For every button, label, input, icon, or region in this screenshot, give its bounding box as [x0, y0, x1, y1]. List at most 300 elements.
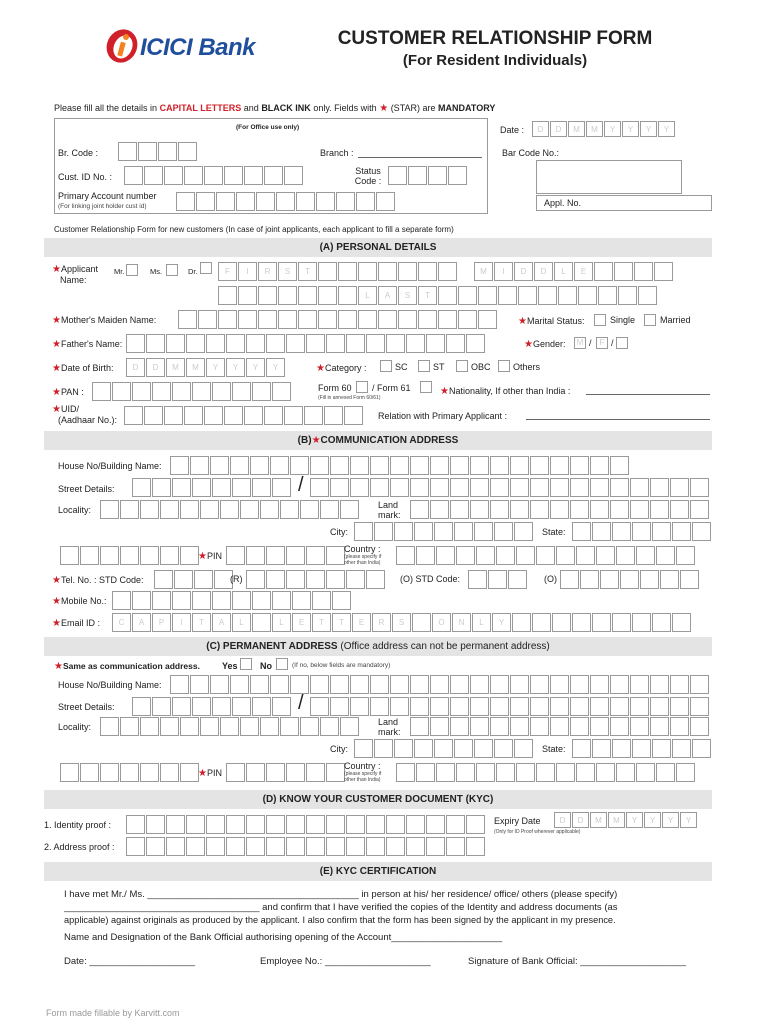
- char-box[interactable]: [186, 837, 205, 856]
- char-box[interactable]: [456, 763, 475, 782]
- char-box[interactable]: [406, 334, 425, 353]
- char-box[interactable]: [416, 763, 435, 782]
- char-box[interactable]: [510, 478, 529, 497]
- char-box[interactable]: [456, 546, 475, 565]
- char-box[interactable]: T: [312, 613, 331, 632]
- char-box[interactable]: [292, 591, 311, 610]
- char-box[interactable]: [468, 570, 487, 589]
- char-box[interactable]: [310, 675, 329, 694]
- char-box[interactable]: I: [494, 262, 513, 281]
- char-box[interactable]: [570, 500, 589, 519]
- char-box[interactable]: [450, 478, 469, 497]
- char-box[interactable]: [206, 334, 225, 353]
- char-box[interactable]: [660, 570, 679, 589]
- char-box[interactable]: [330, 675, 349, 694]
- char-box[interactable]: [212, 382, 231, 401]
- char-box[interactable]: [224, 166, 243, 185]
- char-box[interactable]: [330, 478, 349, 497]
- char-box[interactable]: [478, 286, 497, 305]
- char-box[interactable]: [650, 697, 669, 716]
- char-box[interactable]: [310, 697, 329, 716]
- char-box[interactable]: [640, 570, 659, 589]
- char-box[interactable]: P: [152, 613, 171, 632]
- char-box[interactable]: [410, 697, 429, 716]
- char-box[interactable]: Y: [644, 812, 661, 828]
- char-box[interactable]: [340, 717, 359, 736]
- char-box[interactable]: [650, 500, 669, 519]
- char-box[interactable]: [152, 382, 171, 401]
- char-box[interactable]: E: [292, 613, 311, 632]
- char-box[interactable]: [192, 478, 211, 497]
- char-box[interactable]: [610, 456, 629, 475]
- char-box[interactable]: [126, 815, 145, 834]
- char-box[interactable]: [514, 739, 533, 758]
- char-box[interactable]: [266, 815, 285, 834]
- char-box[interactable]: [378, 262, 397, 281]
- char-box[interactable]: [510, 500, 529, 519]
- char-box[interactable]: [100, 763, 119, 782]
- char-box[interactable]: [610, 717, 629, 736]
- char-box[interactable]: [630, 478, 649, 497]
- char-box[interactable]: [692, 522, 711, 541]
- char-box[interactable]: [286, 815, 305, 834]
- char-box[interactable]: [370, 478, 389, 497]
- char-box[interactable]: [354, 522, 373, 541]
- char-box[interactable]: [488, 570, 507, 589]
- char-box[interactable]: [224, 406, 243, 425]
- char-box[interactable]: [310, 456, 329, 475]
- char-box[interactable]: [320, 500, 339, 519]
- char-box[interactable]: [350, 478, 369, 497]
- char-box[interactable]: L: [272, 613, 291, 632]
- char-box[interactable]: [610, 500, 629, 519]
- date-box[interactable]: D: [532, 121, 549, 137]
- branch-field[interactable]: [358, 157, 482, 158]
- char-box[interactable]: [80, 546, 99, 565]
- char-box[interactable]: [210, 456, 229, 475]
- char-box[interactable]: [250, 675, 269, 694]
- gender-f-box[interactable]: F: [596, 337, 608, 349]
- char-box[interactable]: [126, 837, 145, 856]
- char-box[interactable]: [196, 192, 215, 211]
- char-box[interactable]: [618, 286, 637, 305]
- char-box[interactable]: [120, 763, 139, 782]
- char-box[interactable]: [470, 456, 489, 475]
- date-box[interactable]: Y: [604, 121, 621, 137]
- char-box[interactable]: [590, 675, 609, 694]
- char-box[interactable]: [476, 546, 495, 565]
- char-box[interactable]: [278, 286, 297, 305]
- char-box[interactable]: [578, 286, 597, 305]
- char-box[interactable]: [430, 456, 449, 475]
- char-box[interactable]: [300, 500, 319, 519]
- char-box[interactable]: [278, 310, 297, 329]
- char-box[interactable]: [338, 262, 357, 281]
- char-box[interactable]: [256, 192, 275, 211]
- char-box[interactable]: [634, 262, 653, 281]
- char-box[interactable]: [344, 406, 363, 425]
- char-box[interactable]: [656, 763, 675, 782]
- char-box[interactable]: [266, 837, 285, 856]
- char-box[interactable]: [326, 546, 345, 565]
- char-box[interactable]: [426, 837, 445, 856]
- char-box[interactable]: [434, 522, 453, 541]
- char-box[interactable]: [650, 675, 669, 694]
- char-box[interactable]: [672, 739, 691, 758]
- char-box[interactable]: [436, 546, 455, 565]
- char-box[interactable]: [438, 310, 457, 329]
- char-box[interactable]: [426, 815, 445, 834]
- char-box[interactable]: [192, 382, 211, 401]
- char-box[interactable]: [570, 675, 589, 694]
- char-box[interactable]: [346, 815, 365, 834]
- char-box[interactable]: [592, 613, 611, 632]
- char-box[interactable]: [650, 478, 669, 497]
- char-box[interactable]: [184, 166, 203, 185]
- char-box[interactable]: [470, 675, 489, 694]
- char-box[interactable]: [490, 456, 509, 475]
- char-box[interactable]: [680, 570, 699, 589]
- char-box[interactable]: [454, 522, 473, 541]
- char-box[interactable]: [512, 613, 531, 632]
- char-box[interactable]: [160, 500, 179, 519]
- char-box[interactable]: [458, 310, 477, 329]
- char-box[interactable]: [496, 546, 515, 565]
- char-box[interactable]: [286, 763, 305, 782]
- char-box[interactable]: [346, 837, 365, 856]
- char-box[interactable]: [398, 262, 417, 281]
- char-box[interactable]: [266, 763, 285, 782]
- char-box[interactable]: [690, 500, 709, 519]
- char-box[interactable]: [576, 546, 595, 565]
- char-box[interactable]: [590, 697, 609, 716]
- char-box[interactable]: [550, 478, 569, 497]
- char-box[interactable]: [100, 717, 119, 736]
- char-box[interactable]: [132, 478, 151, 497]
- char-box[interactable]: [632, 522, 651, 541]
- char-box[interactable]: [300, 717, 319, 736]
- char-box[interactable]: [556, 763, 575, 782]
- char-box[interactable]: [226, 546, 245, 565]
- char-box[interactable]: [572, 613, 591, 632]
- char-box[interactable]: [166, 815, 185, 834]
- char-box[interactable]: [60, 546, 79, 565]
- char-box[interactable]: [226, 334, 245, 353]
- char-box[interactable]: [152, 697, 171, 716]
- char-box[interactable]: [358, 310, 377, 329]
- char-box[interactable]: [172, 591, 191, 610]
- char-box[interactable]: [676, 546, 695, 565]
- char-box[interactable]: [244, 406, 263, 425]
- char-box[interactable]: [670, 697, 689, 716]
- char-box[interactable]: [536, 546, 555, 565]
- char-box[interactable]: C: [112, 613, 131, 632]
- char-box[interactable]: [590, 500, 609, 519]
- char-box[interactable]: [318, 262, 337, 281]
- char-box[interactable]: [140, 763, 159, 782]
- same-yes-checkbox[interactable]: [240, 658, 252, 670]
- single-checkbox[interactable]: [594, 314, 606, 326]
- char-box[interactable]: [386, 815, 405, 834]
- char-box[interactable]: [252, 382, 271, 401]
- char-box[interactable]: [530, 717, 549, 736]
- char-box[interactable]: D: [534, 262, 553, 281]
- char-box[interactable]: [316, 192, 335, 211]
- char-box[interactable]: [570, 456, 589, 475]
- char-box[interactable]: [410, 456, 429, 475]
- char-box[interactable]: M: [166, 358, 185, 377]
- char-box[interactable]: M: [186, 358, 205, 377]
- char-box[interactable]: L: [358, 286, 377, 305]
- char-box[interactable]: [336, 192, 355, 211]
- char-box[interactable]: [418, 310, 437, 329]
- char-box[interactable]: [338, 286, 357, 305]
- char-box[interactable]: E: [574, 262, 593, 281]
- char-box[interactable]: [232, 697, 251, 716]
- char-box[interactable]: [490, 478, 509, 497]
- char-box[interactable]: [438, 286, 457, 305]
- char-box[interactable]: [178, 142, 197, 161]
- date-box[interactable]: M: [568, 121, 585, 137]
- char-box[interactable]: [654, 262, 673, 281]
- char-box[interactable]: [474, 522, 493, 541]
- char-box[interactable]: Y: [246, 358, 265, 377]
- char-box[interactable]: [260, 500, 279, 519]
- char-box[interactable]: [610, 697, 629, 716]
- char-box[interactable]: [438, 262, 457, 281]
- char-box[interactable]: [466, 837, 485, 856]
- char-box[interactable]: [410, 478, 429, 497]
- char-box[interactable]: [250, 456, 269, 475]
- char-box[interactable]: I: [172, 613, 191, 632]
- char-box[interactable]: [198, 310, 217, 329]
- bar-code-field[interactable]: [536, 160, 682, 194]
- char-box[interactable]: [692, 739, 711, 758]
- char-box[interactable]: [266, 570, 285, 589]
- char-box[interactable]: [258, 310, 277, 329]
- char-box[interactable]: [450, 675, 469, 694]
- char-box[interactable]: [670, 675, 689, 694]
- char-box[interactable]: Y: [680, 812, 697, 828]
- char-box[interactable]: [406, 815, 425, 834]
- char-box[interactable]: A: [212, 613, 231, 632]
- char-box[interactable]: [180, 763, 199, 782]
- char-box[interactable]: [632, 739, 651, 758]
- char-box[interactable]: [510, 717, 529, 736]
- char-box[interactable]: [410, 675, 429, 694]
- char-box[interactable]: [538, 286, 557, 305]
- char-box[interactable]: [140, 546, 159, 565]
- char-box[interactable]: [160, 717, 179, 736]
- char-box[interactable]: [514, 522, 533, 541]
- char-box[interactable]: [450, 456, 469, 475]
- char-box[interactable]: [596, 546, 615, 565]
- char-box[interactable]: [240, 500, 259, 519]
- char-box[interactable]: [120, 546, 139, 565]
- char-box[interactable]: [152, 478, 171, 497]
- char-box[interactable]: [164, 166, 183, 185]
- char-box[interactable]: [490, 500, 509, 519]
- char-box[interactable]: [446, 334, 465, 353]
- char-box[interactable]: [260, 717, 279, 736]
- char-box[interactable]: [272, 591, 291, 610]
- char-box[interactable]: [280, 500, 299, 519]
- char-box[interactable]: A: [132, 613, 151, 632]
- char-box[interactable]: [510, 697, 529, 716]
- char-box[interactable]: [258, 286, 277, 305]
- gender-other-box[interactable]: [616, 337, 628, 349]
- char-box[interactable]: [318, 286, 337, 305]
- char-box[interactable]: [226, 815, 245, 834]
- char-box[interactable]: [370, 456, 389, 475]
- char-box[interactable]: T: [332, 613, 351, 632]
- char-box[interactable]: [204, 166, 223, 185]
- char-box[interactable]: [330, 697, 349, 716]
- char-box[interactable]: D: [554, 812, 571, 828]
- char-box[interactable]: [652, 522, 671, 541]
- char-box[interactable]: [408, 166, 427, 185]
- char-box[interactable]: [530, 478, 549, 497]
- char-box[interactable]: [276, 192, 295, 211]
- nationality-field[interactable]: [586, 394, 710, 395]
- char-box[interactable]: [434, 739, 453, 758]
- char-box[interactable]: D: [146, 358, 165, 377]
- char-box[interactable]: [232, 591, 251, 610]
- char-box[interactable]: [216, 192, 235, 211]
- char-box[interactable]: [398, 310, 417, 329]
- char-box[interactable]: [592, 739, 611, 758]
- char-box[interactable]: [636, 763, 655, 782]
- char-box[interactable]: [124, 166, 143, 185]
- date-box[interactable]: M: [586, 121, 603, 137]
- char-box[interactable]: Y: [266, 358, 285, 377]
- char-box[interactable]: [656, 546, 675, 565]
- char-box[interactable]: [112, 382, 131, 401]
- char-box[interactable]: [252, 591, 271, 610]
- char-box[interactable]: Y: [662, 812, 679, 828]
- char-box[interactable]: [152, 591, 171, 610]
- char-box[interactable]: [284, 166, 303, 185]
- char-box[interactable]: [298, 286, 317, 305]
- relation-field[interactable]: [526, 419, 710, 420]
- char-box[interactable]: [630, 675, 649, 694]
- char-box[interactable]: [132, 697, 151, 716]
- char-box[interactable]: [652, 613, 671, 632]
- char-box[interactable]: T: [192, 613, 211, 632]
- char-box[interactable]: [386, 837, 405, 856]
- char-box[interactable]: R: [258, 262, 277, 281]
- char-box[interactable]: [240, 717, 259, 736]
- char-box[interactable]: [176, 192, 195, 211]
- char-box[interactable]: [490, 717, 509, 736]
- char-box[interactable]: [160, 546, 179, 565]
- char-box[interactable]: [516, 546, 535, 565]
- char-box[interactable]: [590, 478, 609, 497]
- char-box[interactable]: [430, 697, 449, 716]
- char-box[interactable]: [572, 739, 591, 758]
- char-box[interactable]: [232, 478, 251, 497]
- char-box[interactable]: [358, 262, 377, 281]
- char-box[interactable]: [286, 837, 305, 856]
- char-box[interactable]: [92, 382, 111, 401]
- others-checkbox[interactable]: [498, 360, 510, 372]
- char-box[interactable]: [194, 570, 213, 589]
- char-box[interactable]: [530, 697, 549, 716]
- char-box[interactable]: [330, 456, 349, 475]
- char-box[interactable]: [286, 570, 305, 589]
- char-box[interactable]: [630, 717, 649, 736]
- char-box[interactable]: [676, 763, 695, 782]
- char-box[interactable]: [298, 310, 317, 329]
- char-box[interactable]: [498, 286, 517, 305]
- char-box[interactable]: [448, 166, 467, 185]
- char-box[interactable]: [246, 815, 265, 834]
- char-box[interactable]: [144, 406, 163, 425]
- char-box[interactable]: [204, 406, 223, 425]
- char-box[interactable]: [494, 739, 513, 758]
- char-box[interactable]: [246, 546, 265, 565]
- char-box[interactable]: [620, 570, 639, 589]
- char-box[interactable]: [180, 500, 199, 519]
- char-box[interactable]: [590, 456, 609, 475]
- char-box[interactable]: [120, 500, 139, 519]
- char-box[interactable]: [206, 815, 225, 834]
- char-box[interactable]: [386, 334, 405, 353]
- char-box[interactable]: [120, 717, 139, 736]
- char-box[interactable]: [690, 717, 709, 736]
- char-box[interactable]: [450, 717, 469, 736]
- char-box[interactable]: [370, 675, 389, 694]
- char-box[interactable]: [326, 334, 345, 353]
- char-box[interactable]: [332, 591, 351, 610]
- char-box[interactable]: [170, 675, 189, 694]
- char-box[interactable]: [378, 310, 397, 329]
- char-box[interactable]: [140, 500, 159, 519]
- char-box[interactable]: [80, 763, 99, 782]
- char-box[interactable]: [266, 546, 285, 565]
- char-box[interactable]: [354, 739, 373, 758]
- char-box[interactable]: D: [572, 812, 589, 828]
- char-box[interactable]: [612, 613, 631, 632]
- char-box[interactable]: [508, 570, 527, 589]
- char-box[interactable]: [550, 717, 569, 736]
- char-box[interactable]: [310, 478, 329, 497]
- char-box[interactable]: [346, 570, 365, 589]
- char-box[interactable]: [290, 456, 309, 475]
- char-box[interactable]: [594, 262, 613, 281]
- char-box[interactable]: [428, 166, 447, 185]
- mr-checkbox[interactable]: [126, 264, 138, 276]
- char-box[interactable]: [410, 500, 429, 519]
- char-box[interactable]: [206, 837, 225, 856]
- char-box[interactable]: [350, 675, 369, 694]
- char-box[interactable]: [132, 382, 151, 401]
- char-box[interactable]: [450, 500, 469, 519]
- char-box[interactable]: [570, 697, 589, 716]
- date-box[interactable]: Y: [658, 121, 675, 137]
- char-box[interactable]: [326, 763, 345, 782]
- char-box[interactable]: [272, 478, 291, 497]
- char-box[interactable]: [390, 697, 409, 716]
- char-box[interactable]: [450, 697, 469, 716]
- char-box[interactable]: [144, 166, 163, 185]
- char-box[interactable]: [672, 613, 691, 632]
- char-box[interactable]: [374, 522, 393, 541]
- char-box[interactable]: [180, 717, 199, 736]
- char-box[interactable]: [612, 739, 631, 758]
- char-box[interactable]: [652, 739, 671, 758]
- char-box[interactable]: [126, 334, 145, 353]
